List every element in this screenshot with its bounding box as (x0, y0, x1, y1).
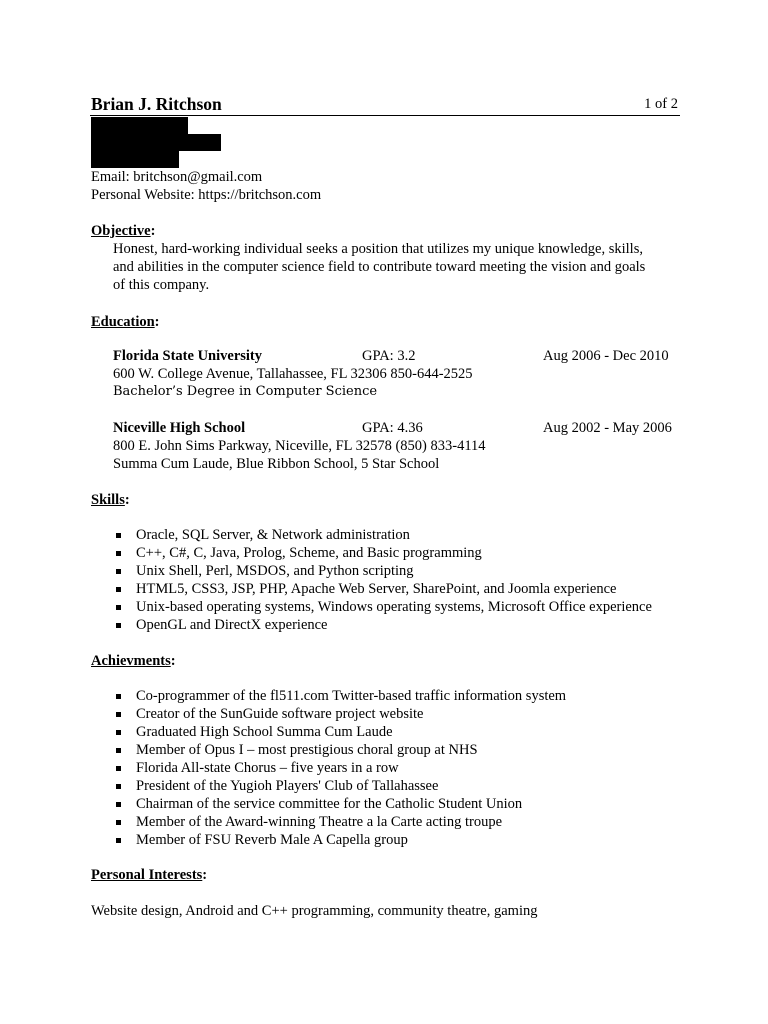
list-item: Member of FSU Reverb Male A Capella group (113, 831, 566, 849)
bullet-icon (116, 587, 121, 592)
school-honors: Summa Cum Laude, Blue Ribbon School, 5 Star School (113, 456, 440, 472)
skills-heading: Skills: (91, 492, 130, 508)
bullet-icon (116, 820, 121, 825)
resume-name: Brian J. Ritchson (91, 94, 222, 114)
bullet-icon (116, 748, 121, 753)
email-line: Email: britchson@gmail.com (91, 169, 263, 185)
bullet-icon (116, 569, 121, 574)
redaction-block (91, 134, 221, 151)
list-item: Chairman of the service committee for the Catholic Student Union (113, 795, 566, 813)
education-entry-fsu (113, 347, 683, 365)
list-item: President of the Yugioh Players' Club of Tallahassee (113, 777, 566, 795)
bullet-icon (116, 784, 121, 789)
bullet-icon (116, 730, 121, 735)
school-gpa: GPA: 3.2 (362, 348, 416, 364)
school-dates: Aug 2006 - Dec 2010 (543, 348, 669, 364)
achievements-heading: Achievments: (91, 653, 176, 669)
skills-list (113, 526, 652, 634)
bullet-icon (116, 802, 121, 807)
bullet-icon (116, 838, 121, 843)
school-address: 600 W. College Avenue, Tallahassee, FL 32306 850-644-2525 (113, 366, 473, 382)
list-item: Graduated High School Summa Cum Laude (113, 723, 566, 741)
bullet-icon (116, 551, 121, 556)
list-item: OpenGL and DirectX experience (113, 616, 652, 634)
list-item: Oracle, SQL Server, & Network administration (113, 526, 652, 544)
bullet-icon (116, 694, 121, 699)
achievements-list (113, 687, 566, 849)
bullet-icon (116, 623, 121, 628)
page-number: 1 of 2 (644, 96, 678, 112)
school-degree: Bachelor’s Degree in Computer Science (113, 384, 378, 399)
objective-line: of this company. (113, 277, 210, 293)
list-item: Creator of the SunGuide software project website (113, 705, 566, 723)
school-name: Florida State University (113, 348, 263, 364)
objective-heading: Objective: (91, 223, 156, 239)
website-line: Personal Website: https://britchson.com (91, 187, 322, 203)
list-item: Unix-based operating systems, Windows operating systems, Microsoft Office experience (113, 598, 652, 616)
objective-line: and abilities in the computer science field to contribute toward meeting the vision and goals (113, 259, 646, 275)
interests-text: Website design, Android and C++ programming, community theatre, gaming (91, 903, 538, 919)
list-item: Co-programmer of the fl511.com Twitter-based traffic information system (113, 687, 566, 705)
header-divider (90, 115, 680, 116)
list-item: HTML5, CSS3, JSP, PHP, Apache Web Server, SharePoint, and Joomla experience (113, 580, 652, 598)
school-dates: Aug 2002 - May 2006 (543, 420, 672, 436)
list-item: Member of Opus I – most prestigious choral group at NHS (113, 741, 566, 759)
objective-line: Honest, hard-working individual seeks a position that utilizes my unique knowledge, skills, (113, 241, 643, 257)
contact-info (91, 168, 321, 204)
list-item: C++, C#, C, Java, Prolog, Scheme, and Basic programming (113, 544, 652, 562)
education-heading: Education: (91, 314, 160, 330)
bullet-icon (116, 766, 121, 771)
school-address: 800 E. John Sims Parkway, Niceville, FL 32578 (850) 833-4114 (113, 438, 486, 454)
list-item: Unix Shell, Perl, MSDOS, and Python scripting (113, 562, 652, 580)
list-item: Florida All-state Chorus – five years in a row (113, 759, 566, 777)
list-item: Member of the Award-winning Theatre a la Carte acting troupe (113, 813, 566, 831)
bullet-icon (116, 605, 121, 610)
education-entry-nhs (113, 419, 683, 437)
redaction-block (91, 151, 179, 168)
school-gpa: GPA: 4.36 (362, 420, 423, 436)
redaction-block (91, 117, 188, 134)
school-name: Niceville High School (113, 420, 246, 436)
bullet-icon (116, 533, 121, 538)
interests-heading: Personal Interests: (91, 867, 208, 883)
objective-text (113, 240, 683, 294)
bullet-icon (116, 712, 121, 717)
